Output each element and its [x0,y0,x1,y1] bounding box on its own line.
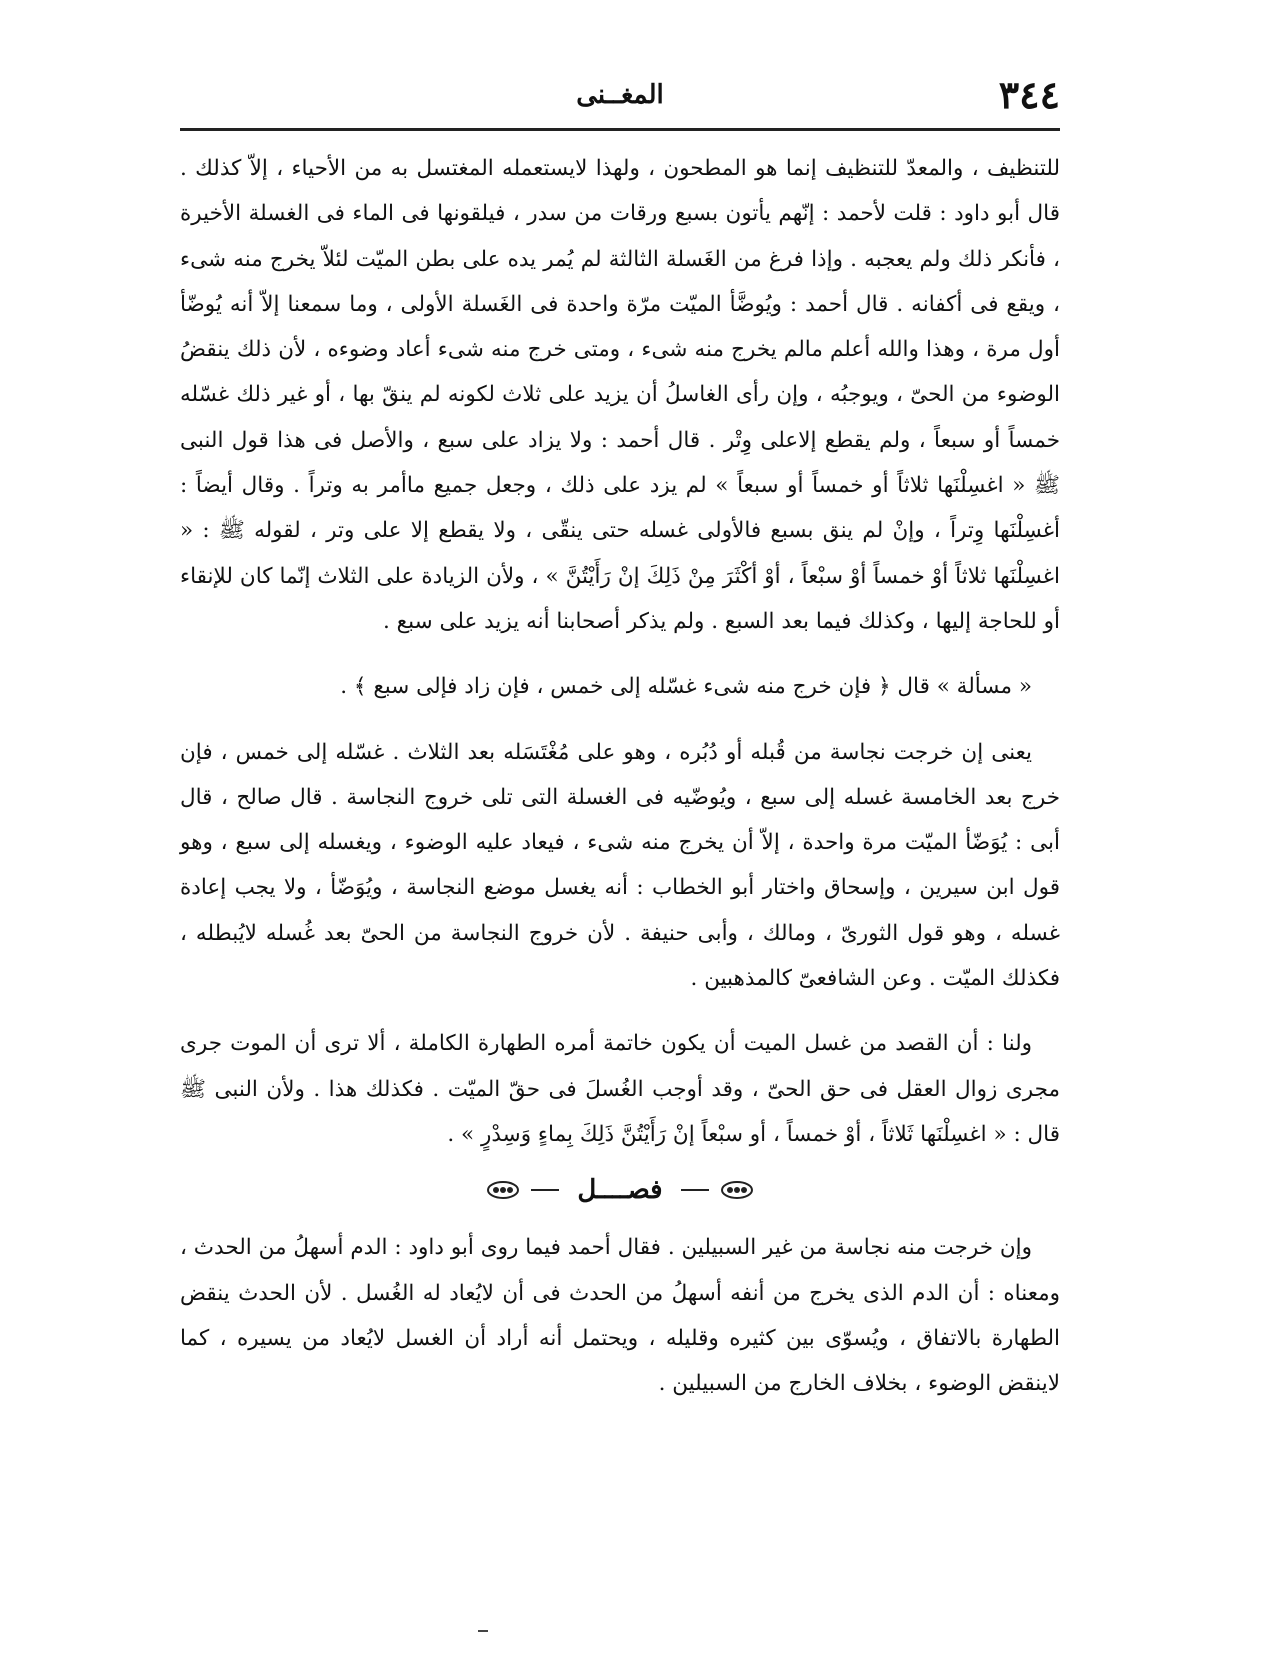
paragraph-commentary-2: يعنى إن خرجت نجاسة من قُبله أو دُبُره ، وهو على مُغْتَسَله بعد الثلاث . غسّله إلى خمس ، فإن خرج بعد الخامسة غسله إلى سبع ، ويُوضّيه فى الغسلة التى تلى خروج النجاسة . قال صالح ، قال أبى : يُوَضّأ الميّت مرة واحدة ، إلاّ أن يخرج منه شىء ، فيعاد عليه الوضوء ، ويغسله إلى سبع ، وهو قول ابن سيرين ، وإسحاق واختار أبو الخطاب : أنه يغسل موضع النجاسة ، ويُوَضّأ ، ولا يجب إعادة غسله ، وهو قول الثورىّ ، ومالك ، وأبى حنيفة . لأن خروج النجاسة من الحىّ بعد غُسله لايُبطله ، فكذلك الميّت . وعن الشافعىّ كالمذهبين . [180,739,1060,992]
paragraph-fasl: وإن خرجت منه نجاسة من غير السبيلين . فقال أحمد فيما روى أبو داود : الدم أسهلُ من الحدث ، ومعناه : أن الدم الذى يخرج من أنفه أسهلُ من الحدث فى أن لايُعاد له الغُسل . لأن الحدث ينقض الطهارة بالاتفاق ، ويُسوّى بين كثيره وقليله ، ويحتمل أنه أراد أن الغسل لايُعاد من يسيره ، كما لاينقض الوضوء ، بخلاف الخارج من السبيلين . [180,1235,1060,1397]
section-heading-label: فصــــل [577,1174,663,1205]
header-rule [180,128,1060,131]
section-heading [180,1163,1060,1215]
floral-ornament-icon [484,1179,522,1201]
paragraph-commentary-3: ولنا : أن القصد من غسل الميت أن يكون خاتمة أمره الطهارة الكاملة ، ألا ترى أن الموت جرى مجرى زوال العقل فى حق الحىّ ، وقد أوجب الغُسلَ فى حقّ الميّت . فكذلك هذا . ولأن النبى ﷺ قال : « اغسِلْنَها ثَلاثاً ، أوْ خمساً ، أو سبْعاً إنْ رَأَيْتُنَّ ذَلِكَ بِماءٍ وَسِدْرٍ » . [180,1031,1060,1147]
heading-dash [681,1189,709,1191]
footer-mark [478,1630,488,1632]
spacer [180,710,1060,730]
heading-dash [531,1189,559,1191]
running-title: المغــنى [576,80,664,110]
page-number: ٣٤٤ [998,72,1060,117]
paragraph-commentary-1: للتنظيف ، والمعدّ للتنظيف إنما هو المطحون ، ولهذا لايستعمله المغتسل به من الأحياء ، إلاّ كذلك . قال أبو داود : قلت لأحمد : إنّهم يأتون بسبع ورقات من سدر ، فيلقونها فى الماء فى الغسلة الأخيرة ، فأنكر ذلك ولم يعجبه . وإذا فرغ من الغَسلة الثالثة لم يُمر يده على بطن الميّت لئلاّ يخرج منه شىء ، ويقع فى أكفانه . قال أحمد : ويُوضَّأ الميّت مرّة واحدة فى الغَسلة الأولى ، وما سمعنا إلاّ أنه يُوضّأ أول مرة ، وهذا والله أعلم مالم يخرج منه شىء ، ومتى خرج منه شىء أعاد وضوءه ، لأن ذلك ينقضُ الوضوء من الحىّ ، ويوجبُه ، وإن رأى الغاسلُ أن يزيد على ثلاث لكونه لم ينقّ بها ، أو غير ذلك غسّله خمساً أو سبعاً ، ولم يقطع إلاعلى وِتْر . قال أحمد : ولا يزاد على سبع ، والأصل فى هذا قول النبى ﷺ « اغسِلْنَها ثلاثاً أو خمساً أو سبعاً » لم يزد على ذلك ، وجعل جميع ماأمر به وتراً . وقال أيضاً : أغسِلْنَها وِتراً ، وإنْ لم ينق بسبع فالأولى غسله حتى ينقّى ، ولا يقطع إلا على وتر ، لقوله ﷺ : « اغسِلْنَها ثلاثاً أوْ خمساً أوْ سبْعاً ، أوْ أكْثَرَ مِنْ ذَلِكَ إنْ رَأَيْتُنَّ » ، ولأن الزيادة على الثلاث إنّما كان للإنقاء أو للحاجة إليها ، وكذلك فيما بعد السبع . ولم يذكر أصحابنا أنه يزيد على سبع . [180,156,1060,634]
paragraph-masala: « مسألة » قال ﴿ فإن خرج منه شىء غسّله إلى خمس ، فإن زاد فإلى سبع ﴾ . [340,674,1032,700]
spacer [180,1001,1060,1021]
page-header [180,72,1060,122]
spacer [180,644,1060,664]
page-body [180,146,1060,1406]
floral-ornament-icon [718,1179,756,1201]
